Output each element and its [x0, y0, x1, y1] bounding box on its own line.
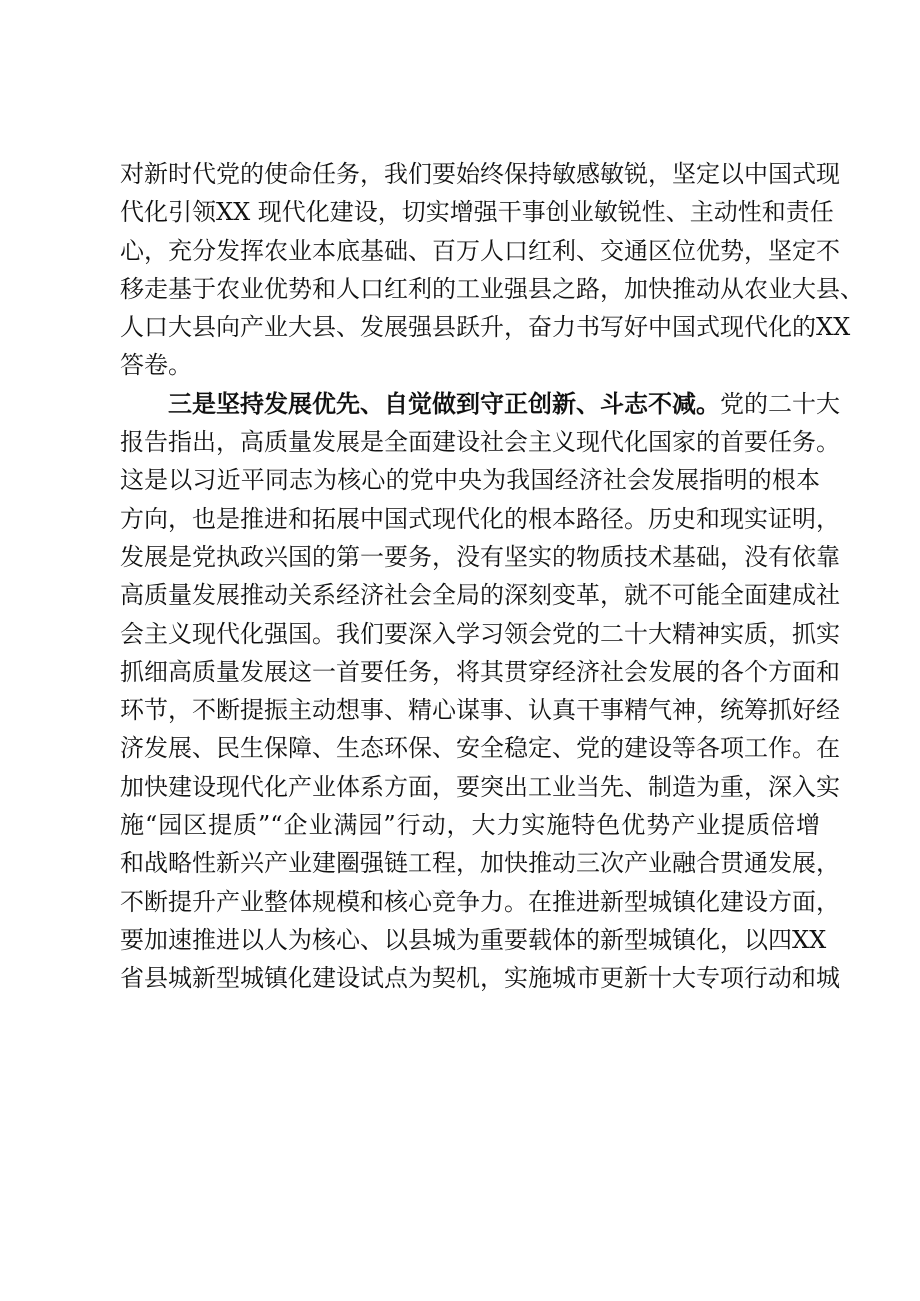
text-line: 加快建设现代化产业体系方面，要突出工业当先、制造为重，深入实: [120, 772, 840, 801]
text-line: 要加速推进以人为核心、以县城为重要载体的新型城镇化，以四XX: [120, 925, 827, 954]
text-line: 会主义现代化强国。我们要深入学习领会党的二十大精神实质，抓实: [120, 619, 840, 648]
text-line: 抓细高质量发展这一首要任务，将其贯穿经济社会发展的各个方面和: [120, 657, 840, 686]
body-text: [120, 155, 864, 998]
text-line: 移走基于农业优势和人口红利的工业强县之路，加快推动从农业大县、: [120, 274, 864, 303]
text-line: 和战略性新兴产业建圈强链工程，加快推动三次产业融合贯通发展，: [120, 849, 840, 878]
text-line: 济发展、民生保障、生态环保、安全稳定、党的建设等各项工作。在: [120, 734, 840, 763]
text-line: 报告指出，高质量发展是全面建设社会主义现代化国家的首要任务。: [120, 428, 840, 457]
text-line: 这是以习近平同志为核心的党中央为我国经济社会发展指明的根本: [120, 466, 820, 495]
text-line: 心，充分发挥农业本底基础、百万人口红利、交通区位优势，坚定不: [120, 236, 840, 265]
text-line: 施“园区提质”“企业满园”行动，大力实施特色优势产业提质倍增: [120, 811, 820, 840]
text-line: 方向，也是推进和拓展中国式现代化的根本路径。历史和现实证明，: [120, 504, 840, 533]
text-line: 不断提升产业整体规模和核心竞争力。在推进新型城镇化建设方面，: [120, 887, 840, 916]
text-line: 发展是党执政兴国的第一要务，没有坚实的物质技术基础，没有依靠: [120, 542, 840, 571]
text-line: 高质量发展推动关系经济社会全局的深刻变革，就不可能全面建成社: [120, 581, 840, 610]
text-line: 人口大县向产业大县、发展强县跃升，奋力书写好中国式现代化的XX: [120, 313, 851, 342]
paragraph-heading: 三是坚持发展优先、自觉做到守正创新、斗志不减。: [168, 389, 720, 418]
text-line: 对新时代党的使命任务，我们要始终保持敏感敏锐，坚定以中国式现: [120, 160, 840, 188]
text-line: 答卷。: [120, 351, 192, 380]
paragraph-lead-text: 党的二十大: [720, 389, 840, 418]
paragraph-lead-line: [120, 385, 840, 423]
text-line: 代化引领XX 现代化建设，切实增强干事创业敏锐性、主动性和责任: [120, 198, 834, 227]
text-line: 省县城新型城镇化建设试点为契机，实施城市更新十大专项行动和城: [120, 964, 840, 993]
text-line: 环节，不断提振主动想事、精心谋事、认真干事精气神，统筹抓好经: [120, 696, 840, 725]
